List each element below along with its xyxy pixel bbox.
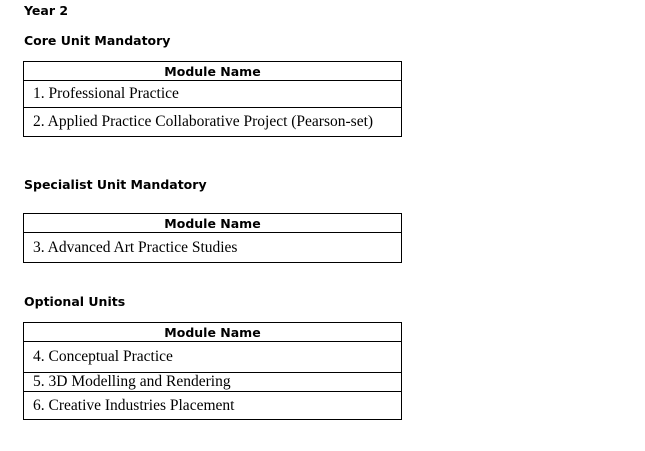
table-row xyxy=(24,233,402,263)
year-title: Year 2 xyxy=(24,3,69,18)
module-table-optional xyxy=(23,322,402,420)
table-row xyxy=(24,392,402,420)
module-cell: 1. Professional Practice xyxy=(24,81,402,108)
module-table-specialist xyxy=(23,213,402,263)
table-header-row xyxy=(24,214,402,233)
table-row xyxy=(24,108,402,137)
module-cell: 2. Applied Practice Collaborative Project (Pearson-set) xyxy=(24,108,402,137)
table-row xyxy=(24,373,402,392)
module-cell: 4. Conceptual Practice xyxy=(24,342,402,373)
module-cell: 5. 3D Modelling and Rendering xyxy=(24,373,402,392)
table-header-row xyxy=(24,323,402,342)
section-heading-core: Core Unit Mandatory xyxy=(24,33,171,48)
module-cell: 6. Creative Industries Placement xyxy=(24,392,402,420)
module-table-core xyxy=(23,61,402,137)
module-cell: 3. Advanced Art Practice Studies xyxy=(24,233,402,263)
section-heading-optional: Optional Units xyxy=(24,294,126,309)
table-row xyxy=(24,81,402,108)
section-heading-specialist: Specialist Unit Mandatory xyxy=(24,177,207,192)
column-header-module-name: Module Name xyxy=(24,214,402,233)
table-row xyxy=(24,342,402,373)
table-header-row xyxy=(24,62,402,81)
column-header-module-name: Module Name xyxy=(24,323,402,342)
column-header-module-name: Module Name xyxy=(24,62,402,81)
